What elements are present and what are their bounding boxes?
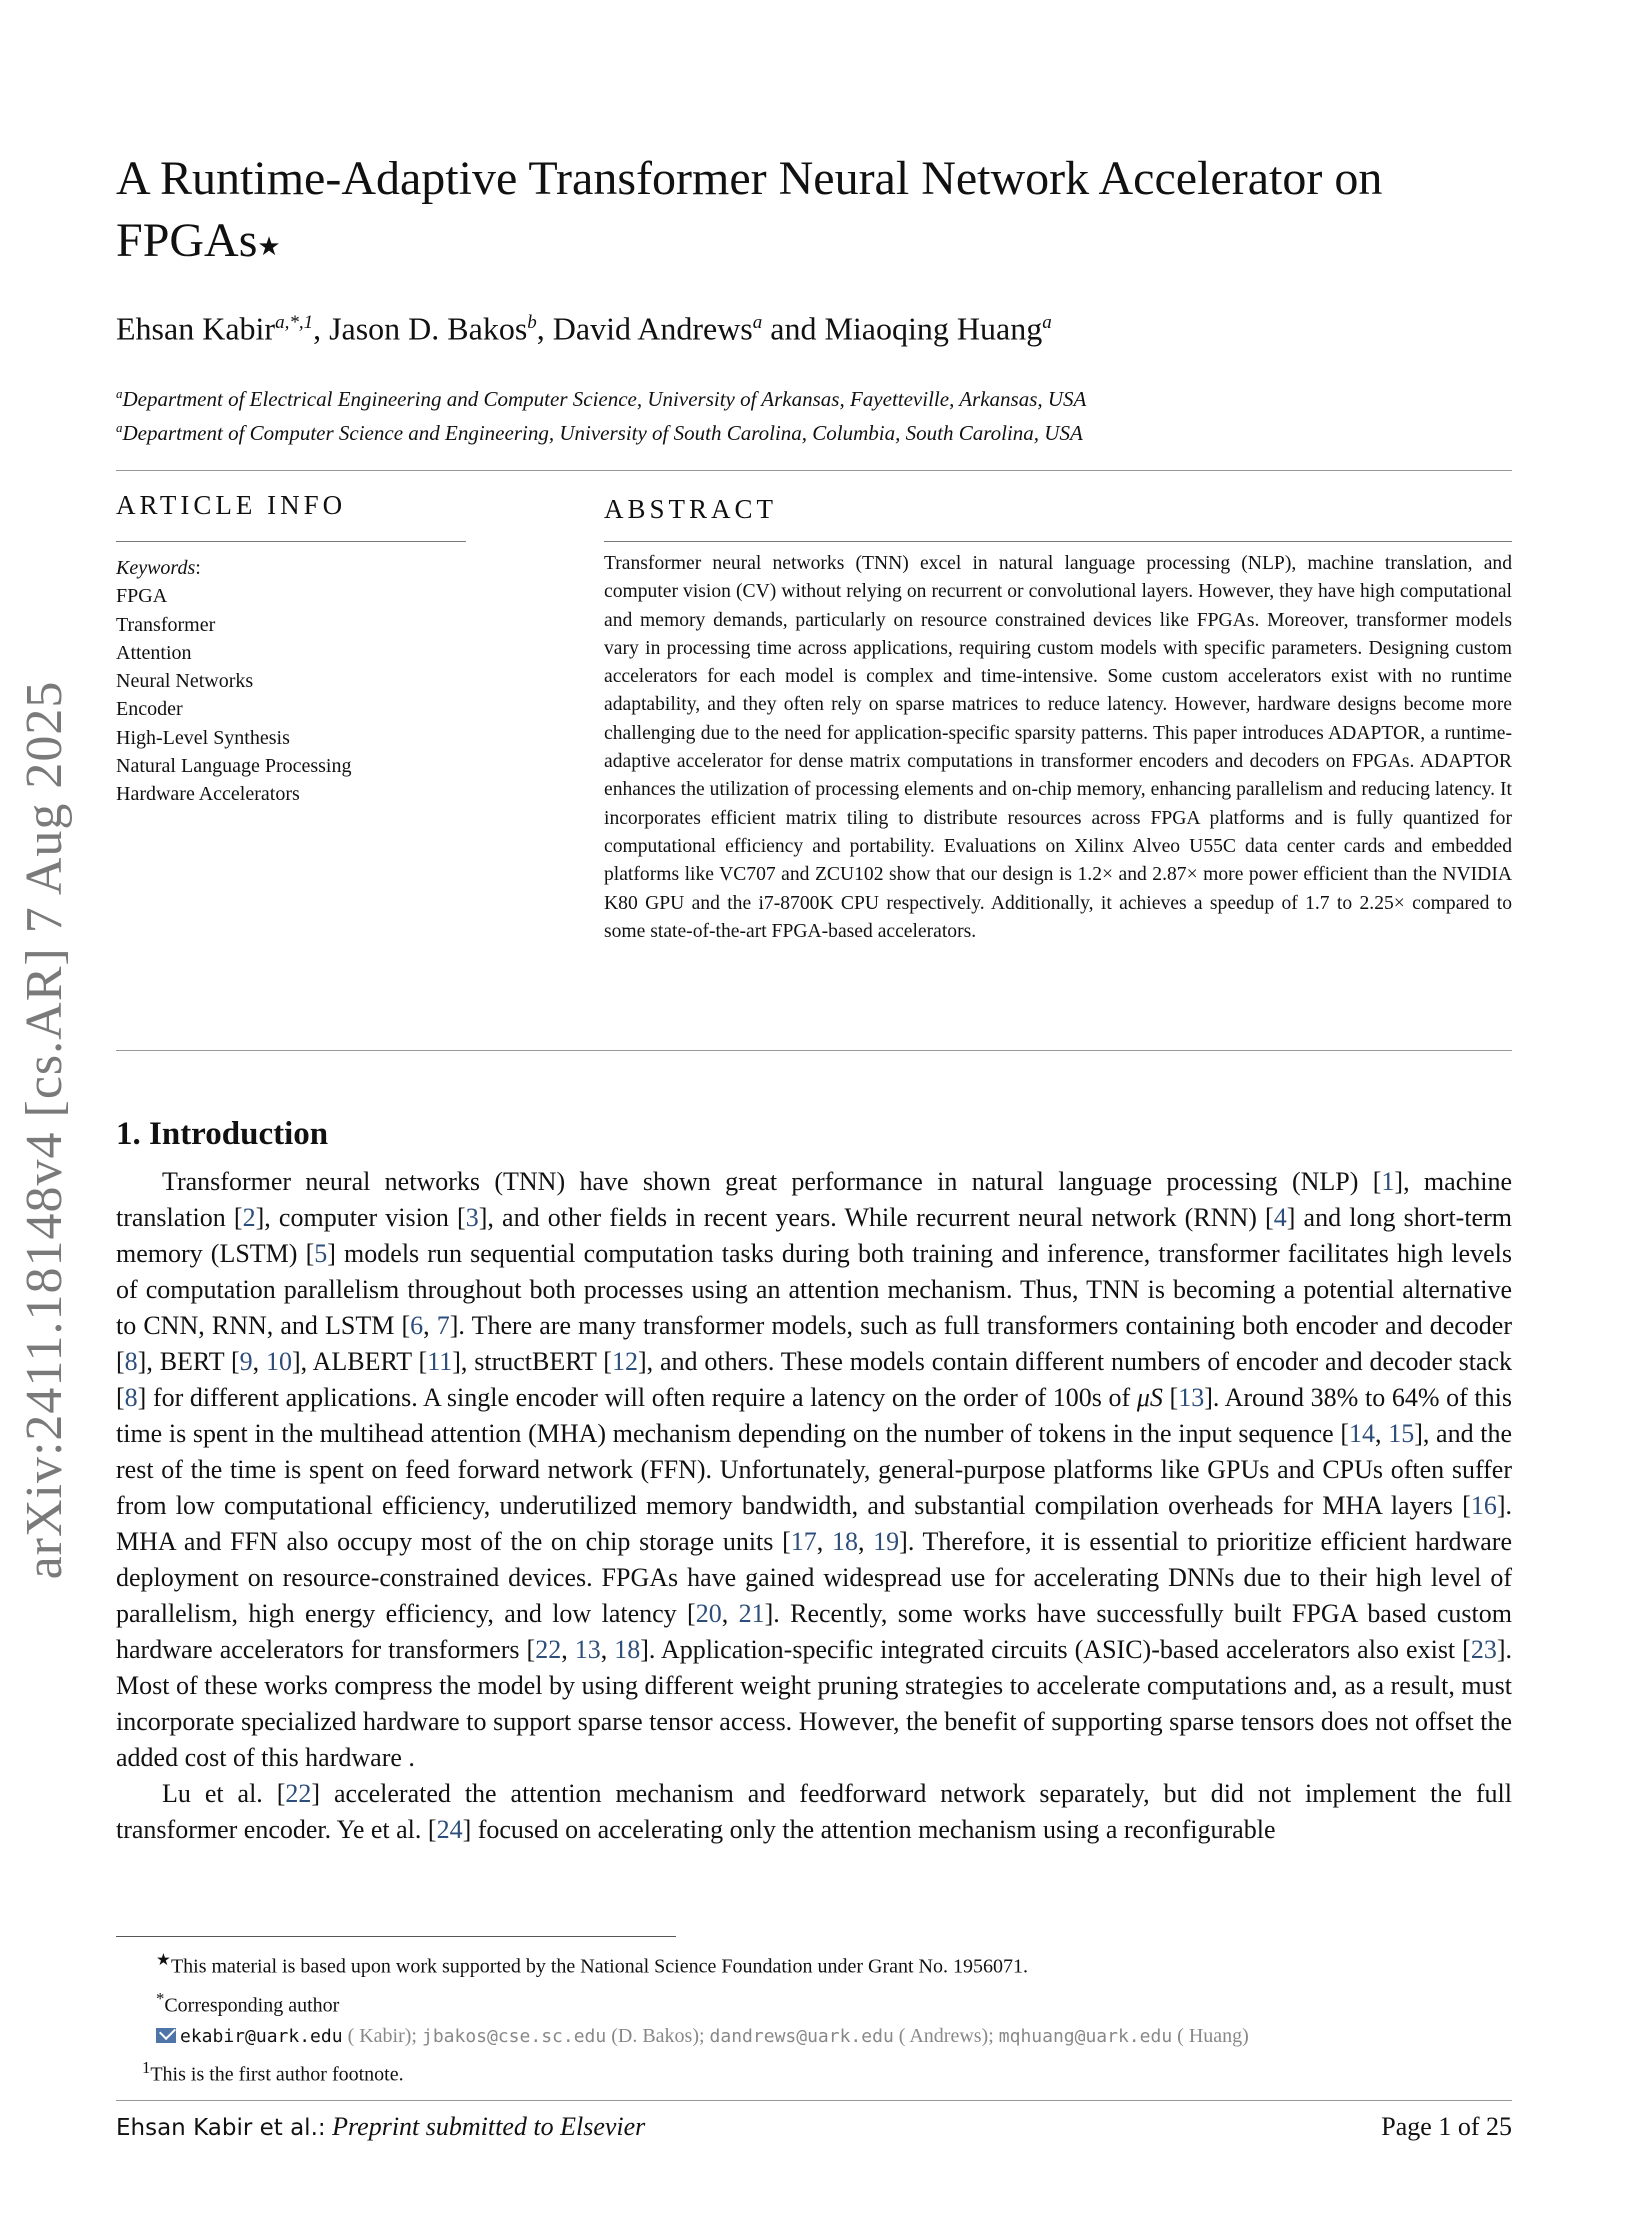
author-name: Jason D. Bakos — [329, 310, 528, 347]
title-text: A Runtime-Adaptive Transformer Neural Network Accelerator on FPGAs — [116, 152, 1383, 267]
citation-link[interactable]: 2 — [242, 1203, 256, 1232]
author-affiliation-mark: b — [527, 312, 537, 333]
author-separator: , — [313, 310, 330, 347]
affiliation-mark: a — [116, 386, 123, 401]
email-owner: ( Kabir); — [342, 2025, 422, 2048]
author-name: David Andrews — [552, 310, 753, 347]
citation-link[interactable]: 22 — [535, 1635, 562, 1664]
footer-citation: Ehsan Kabir et al.: Preprint submitted to Elsevier — [116, 2112, 646, 2141]
email-link[interactable]: jbakos@cse.sc.edu — [421, 2026, 607, 2048]
footer-author: Ehsan Kabir et al. — [116, 2115, 318, 2141]
keyword: Hardware Accelerators — [116, 783, 300, 806]
footnotes — [116, 1944, 1512, 2091]
keywords-label: Keywords: — [116, 557, 201, 579]
footnote-divider — [116, 1936, 676, 1937]
citation-link[interactable]: 9 — [239, 1347, 253, 1376]
footer-venue: Preprint submitted to Elsevier — [332, 2112, 646, 2141]
author-list — [116, 302, 1516, 350]
citation-link[interactable]: 18 — [614, 1635, 641, 1664]
citation-link[interactable]: 15 — [1388, 1419, 1415, 1448]
page-number: Page 1 of 25 — [1381, 2112, 1512, 2141]
citation-link[interactable]: 8 — [124, 1347, 138, 1376]
author-separator: and — [762, 310, 825, 347]
keyword: Encoder — [116, 698, 183, 721]
author-name: Ehsan Kabir — [116, 310, 276, 347]
author-affiliation-mark: a,*,1 — [275, 312, 314, 333]
article-info-heading: ARTICLE INFO — [116, 490, 347, 520]
affiliation-text: Department of Electrical Engineering and Computer Science, University of Arkansas, Fayetteville, Arkansas, USA — [122, 387, 1087, 411]
citation-link[interactable]: 11 — [427, 1347, 453, 1376]
author-separator: , — [536, 310, 553, 347]
footnote-first-author: $^1$This is the first author footnote. — [142, 2058, 404, 2086]
keyword: Natural Language Processing — [116, 755, 352, 778]
citation-link[interactable]: 4 — [1273, 1203, 1287, 1232]
header-divider — [116, 470, 1512, 471]
email-link[interactable]: dandrews@uark.edu — [709, 2026, 894, 2048]
citation-link[interactable]: 21 — [738, 1599, 765, 1628]
footnote-funding: ★This material is based upon work supported by the National Science Foundation under Grant No. 1956071. — [156, 1950, 1028, 1978]
keywords-list — [116, 554, 476, 809]
intro-paragraph-1: Transformer neural networks (TNN) have shown great performance in natural language processing (NLP) [1], machine translation [2], computer vision [3], and other fields in recent years. While recurrent neural network (RNN) [4] and long short-term memory (LSTM) [5] models run sequential computation tasks during both training and inference, transformer facilitates high levels of computation parallelism throughout both processes using an attention mechanism. Thus, TNN is becoming a potential alternative to CNN, RNN, and LSTM [6, 7]. There are many transformer models, such as full transformers containing both encoder and decoder [8], BERT [9, 10], ALBERT [11], structBERT [12], and others. These models contain different numbers of encoder and decoder stack [8] for different applications. A single encoder will often require a latency on the order of 100s of μS [13]. Around 38% to 64% of this time is spent in the multihead attention (MHA) mechanism depending on the number of tokens in the input sequence [14, 15], and the rest of the time is spent on feed forward network (FFN). Unfortunately, general-purpose platforms like GPUs and CPUs often suffer from low computational efficiency, underutilized memory bandwidth, and substantial compilation overheads for MHA layers [16]. MHA and FFN also occupy most of the on chip storage units [17, 18, 19]. Therefore, it is essential to prioritize efficient hardware deployment on resource-constrained devices. FPGAs have gained widespread use for accelerating DNNs due to their high level of parallelism, high energy efficiency, and low latency [20, 21]. Recently, some works have successfully built FPGA based custom hardware accelerators for transformers [22, 13, 18]. Application-specific integrated circuits (ASIC)-based accelerators also exist [23]. Most of these works compress the model by using different weight pruning strategies to accelerate computations and, as a result, must incorporate specialized hardware to support sparse tensor access. However, the benefit of supporting sparse tensors does not offset the added cost of this hardware . — [116, 1167, 1513, 1772]
citation-link[interactable]: 14 — [1349, 1419, 1376, 1448]
introduction-body — [116, 1164, 1512, 1848]
email-owner: ( Huang) — [1172, 2025, 1249, 2048]
affiliation-1 — [116, 380, 1536, 413]
author-name: Miaoqing Huang — [824, 310, 1043, 347]
keyword: Attention — [116, 641, 192, 664]
email-link[interactable]: mqhuang@uark.edu — [998, 2026, 1173, 2048]
citation-link[interactable]: 6 — [410, 1311, 424, 1340]
abstract-heading: ABSTRACT — [604, 494, 778, 524]
keyword: High-Level Synthesis — [116, 726, 290, 749]
citation-link[interactable]: 5 — [314, 1239, 328, 1268]
arxiv-stamp: arXiv:2411.18148v4 [cs.AR] 7 Aug 2025 — [16, 680, 73, 1580]
citation-link[interactable]: 3 — [465, 1203, 479, 1232]
citation-link[interactable]: 23 — [1470, 1635, 1497, 1664]
citation-link[interactable]: 7 — [436, 1311, 450, 1340]
citation-link[interactable]: 13 — [574, 1635, 601, 1664]
title-footnote-mark: ★ — [257, 232, 281, 261]
citation-link[interactable]: 1 — [1381, 1167, 1395, 1196]
footnote-emails — [116, 2021, 1512, 2052]
abstract-divider — [604, 541, 1512, 542]
abstract-bottom-divider — [116, 1050, 1512, 1051]
keyword: FPGA — [116, 585, 168, 608]
citation-link[interactable]: 22 — [285, 1779, 312, 1808]
affiliation-mark: a — [116, 420, 123, 435]
paper-title — [116, 148, 1536, 272]
footer-divider — [116, 2100, 1512, 2101]
math-unit: μS — [1136, 1383, 1163, 1412]
citation-link[interactable]: 20 — [695, 1599, 722, 1628]
email-icon — [156, 2028, 176, 2043]
citation-link[interactable]: 16 — [1470, 1491, 1497, 1520]
citation-link[interactable]: 24 — [436, 1815, 463, 1844]
section-heading-introduction: 1. Introduction — [116, 1116, 329, 1152]
author-affiliation-mark: a — [752, 312, 763, 333]
intro-paragraph-2: Lu et al. [22] accelerated the attention mechanism and feedforward network separately, but did not implement the full transformer encoder. Ye et al. [24] focused on accelerating only the attention mechanism using a reconfigurable — [116, 1779, 1512, 1844]
citation-link[interactable]: 19 — [873, 1527, 900, 1556]
citation-link[interactable]: 12 — [611, 1347, 638, 1376]
abstract-text: Transformer neural networks (TNN) excel in natural language processing (NLP), machine translation, and computer vision (CV) without relying on recurrent or convolutional layers. However, they have high computational and memory demands, particularly on resource constrained devices like FPGAs. Moreover, transformer models vary in processing time across applications, requiring custom models with specific parameters. Designing custom accelerators for each model is complex and time-intensive. Some custom accelerators exist with no runtime adaptability, and they often rely on sparse matrices to reduce latency. However, hardware designs become more challenging due to the need for application-specific sparsity patterns. This paper introduces ADAPTOR, a runtime-adaptive accelerator for dense matrix computations in transformer encoders and decoders on FPGAs. ADAPTOR enhances the utilization of processing elements and on-chip memory, enhancing parallelism and reducing latency. It incorporates efficient matrix tiling to distribute resources across FPGA platforms and is fully quantized for computational efficiency and portability. Evaluations on Xilinx Alveo U55C data center cards and embedded platforms like VC707 and ZCU102 show that our design is 1.2× and 2.87× more power efficient than the NVIDIA K80 GPU and the i7-8700K CPU respectively. Additionally, it achieves a speedup of 1.7 to 2.25× compared to some state-of-the-art FPGA-based accelerators. — [604, 553, 1512, 942]
affiliation-2 — [116, 414, 1536, 447]
article-info-divider — [116, 541, 466, 542]
citation-link[interactable]: 10 — [266, 1347, 292, 1376]
keyword: Neural Networks — [116, 670, 254, 693]
email-link[interactable]: ekabir@uark.edu — [180, 2026, 343, 2048]
citation-link[interactable]: 8 — [124, 1383, 138, 1412]
email-owner: (D. Bakos); — [606, 2025, 710, 2048]
email-owner: ( Andrews); — [893, 2025, 999, 2048]
affiliation-text: Department of Computer Science and Engineering, University of South Carolina, Columbia, South Carolina, USA — [122, 421, 1083, 445]
citation-link[interactable]: 17 — [790, 1527, 817, 1556]
author-affiliation-mark: a — [1042, 312, 1052, 333]
citation-link[interactable]: 18 — [831, 1527, 858, 1556]
keyword: Transformer — [116, 613, 216, 636]
citation-link[interactable]: 13 — [1178, 1383, 1205, 1412]
footnote-corresponding: *Corresponding author — [156, 1988, 340, 2017]
